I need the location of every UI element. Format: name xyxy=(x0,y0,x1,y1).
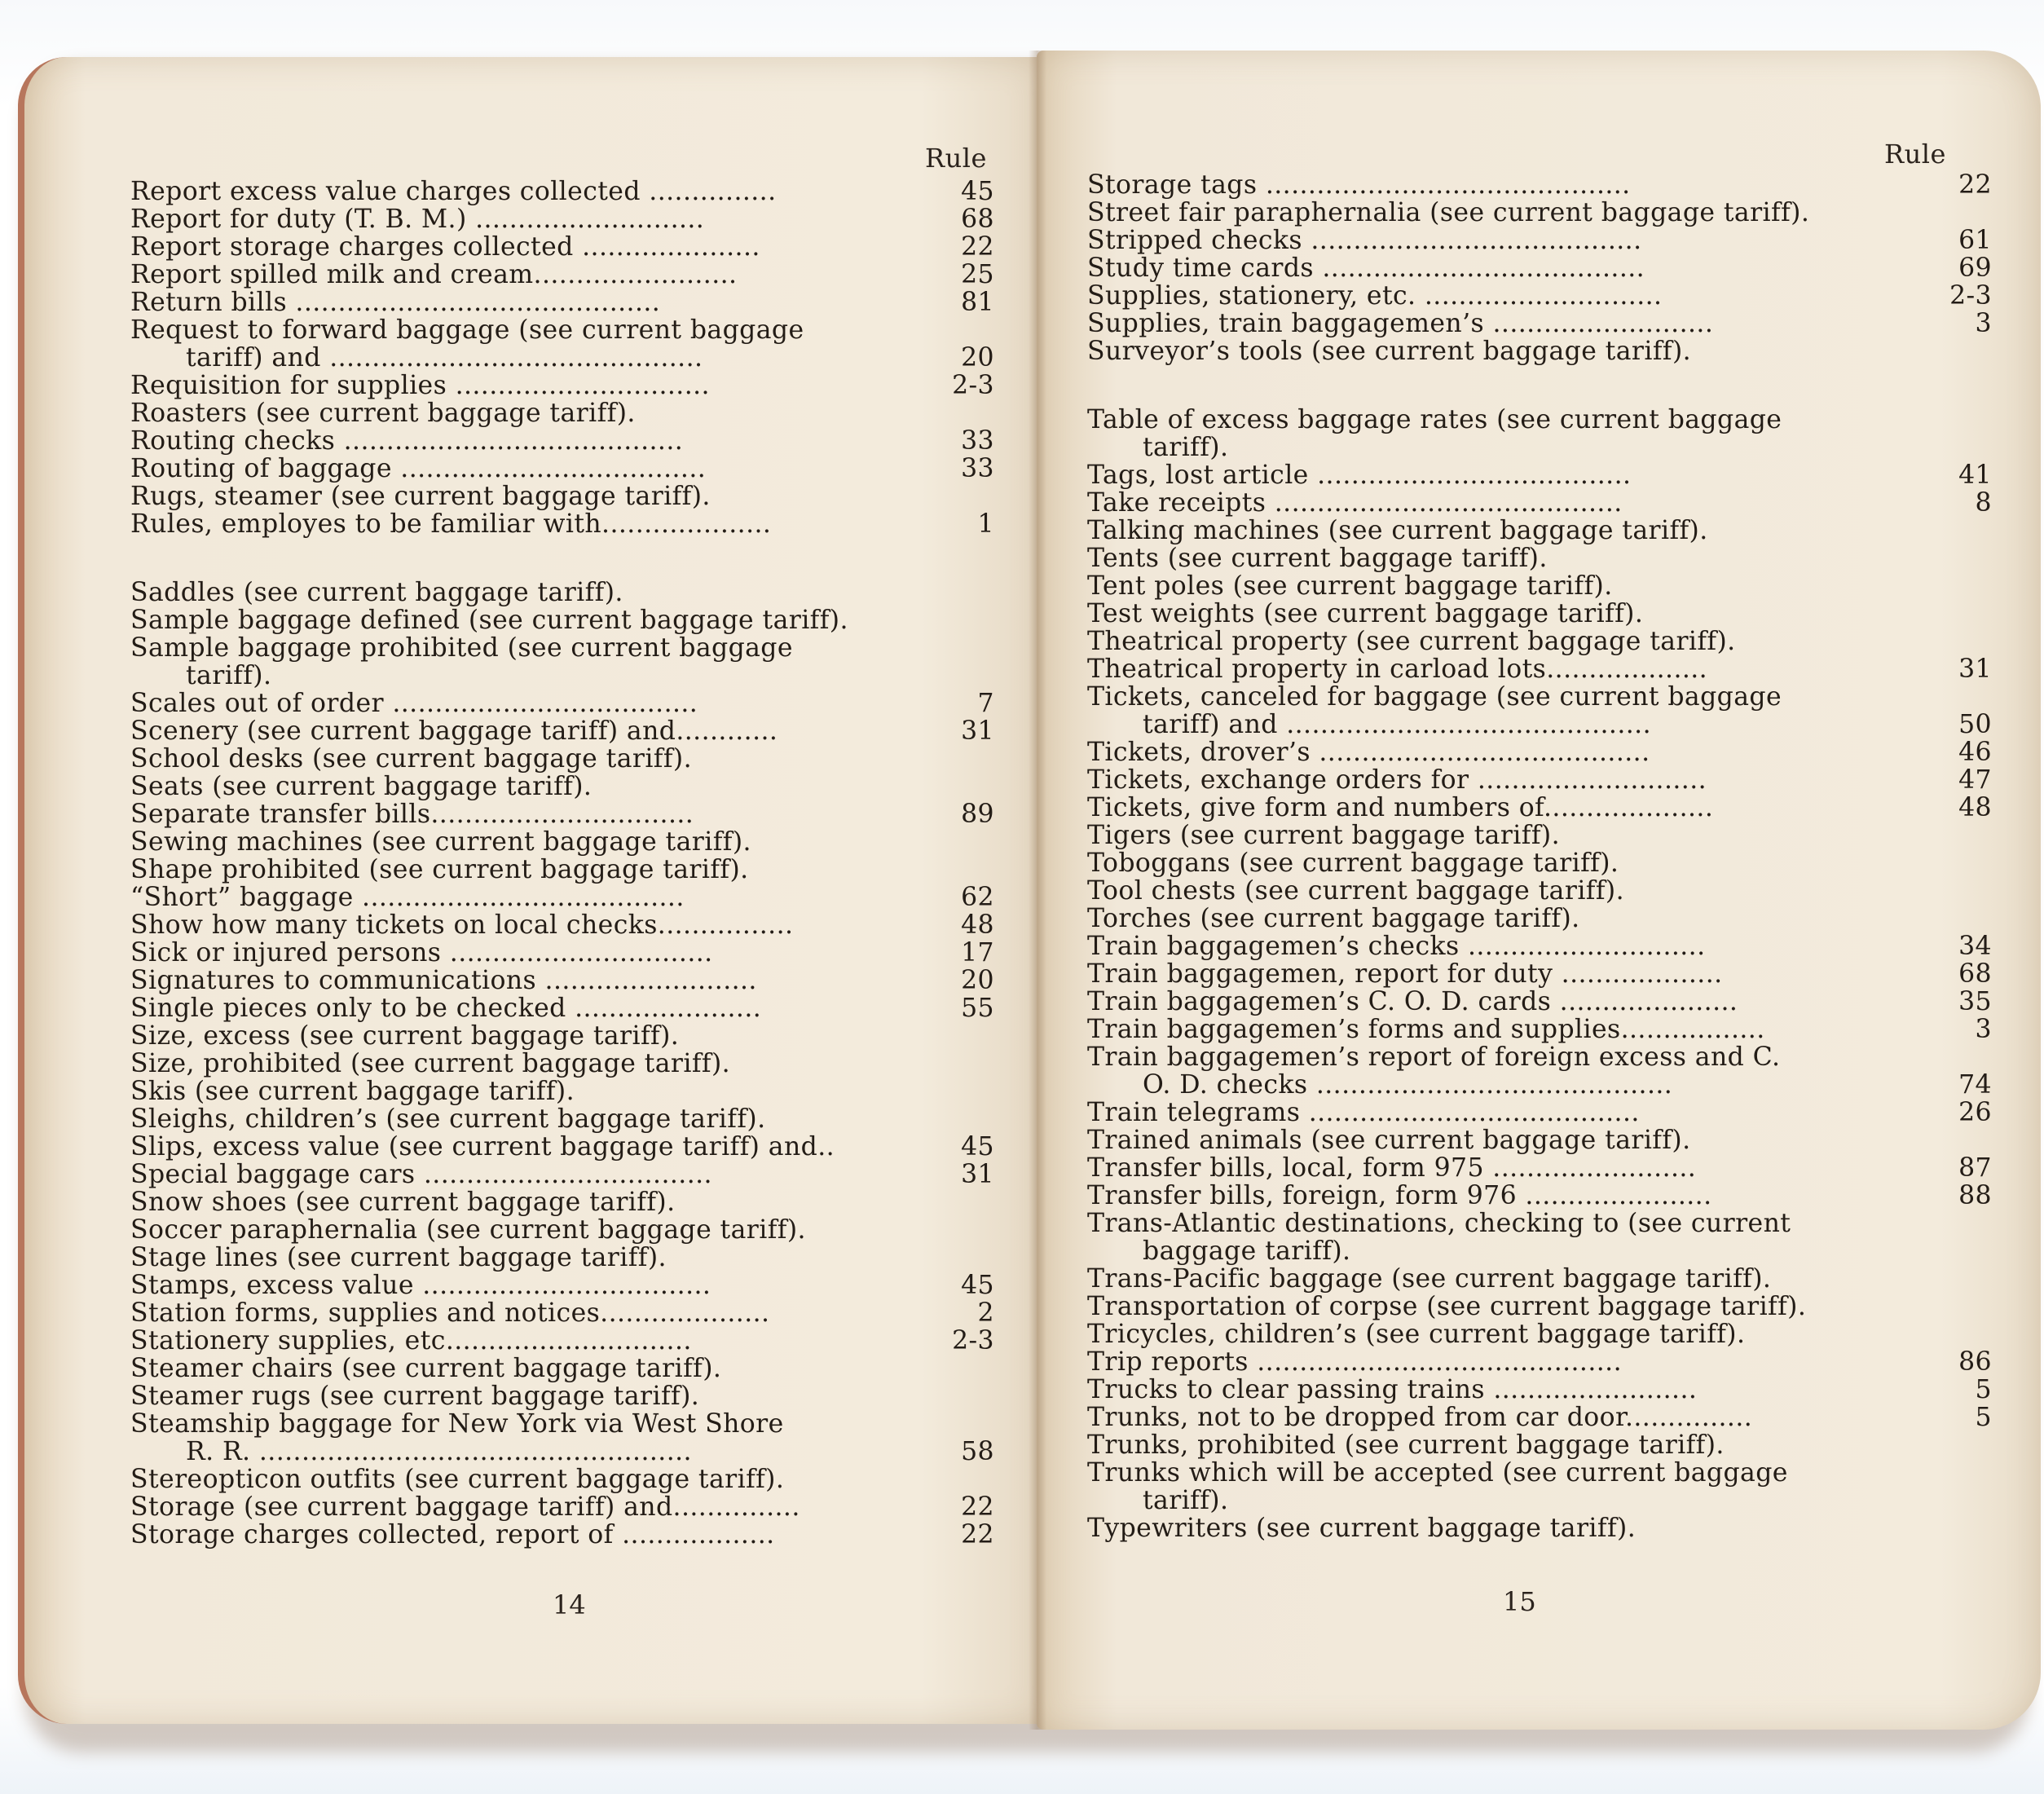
entry-rule-number: 2-3 xyxy=(952,1326,994,1355)
index-entry xyxy=(1087,1099,1992,1126)
entry-text: Train telegrams ....................................... xyxy=(1087,1098,1640,1127)
entry-text: Tickets, exchange orders for ........................... xyxy=(1087,765,1707,795)
page-number: 15 xyxy=(1503,1586,1536,1617)
section-spacer xyxy=(130,538,994,579)
left-page xyxy=(18,57,1043,1724)
entry-text: Sewing machines (see current baggage tariff). xyxy=(130,827,751,857)
entry-rule-number: 45 xyxy=(961,1271,994,1300)
entry-rule-number: 20 xyxy=(961,966,994,995)
entry-rule-number: 5 xyxy=(1975,1375,1992,1404)
index-entry xyxy=(130,939,994,967)
entry-text: Storage charges collected, report of .................. xyxy=(130,1520,775,1549)
index-entry xyxy=(130,1050,994,1078)
index-entry xyxy=(130,205,994,233)
index-entry xyxy=(130,1299,994,1327)
index-entry xyxy=(1087,1016,1992,1043)
index-entry xyxy=(1087,310,1992,337)
index-entry xyxy=(130,773,994,800)
entry-text: Test weights (see current baggage tariff). xyxy=(1087,599,1644,628)
entry-text: Stationery supplies, etc............................. xyxy=(130,1326,692,1355)
entry-text: Seats (see current baggage tariff). xyxy=(130,772,592,801)
entry-rule-number: 31 xyxy=(961,716,994,746)
entry-text: Train baggagemen’s report of foreign excess and C. xyxy=(1087,1042,1781,1072)
index-entry xyxy=(130,455,994,483)
index-entry xyxy=(130,510,994,538)
entry-rule-number: 47 xyxy=(1958,765,1992,795)
index-entry xyxy=(130,1188,994,1216)
index-entry xyxy=(130,1466,994,1493)
entry-text: Size, prohibited (see current baggage tariff). xyxy=(130,1049,731,1078)
entry-text-continuation: tariff). xyxy=(186,661,272,690)
entry-text: Trans-Pacific baggage (see current baggage tariff). xyxy=(1087,1264,1772,1294)
entry-text: Trunks, prohibited (see current baggage tariff). xyxy=(1087,1430,1725,1460)
entry-rule-number: 31 xyxy=(961,1160,994,1189)
index-entry xyxy=(130,634,994,690)
entry-rule-number: 22 xyxy=(961,232,994,262)
entry-rule-number: 2 xyxy=(977,1298,994,1328)
entry-text: Tricycles, children’s (see current baggage tariff). xyxy=(1087,1320,1746,1349)
rule-column-header: Rule xyxy=(1884,139,1946,170)
entry-text: Storage (see current baggage tariff) and............... xyxy=(130,1492,800,1522)
entry-rule-number: 89 xyxy=(961,800,994,829)
index-entry xyxy=(130,606,994,634)
entry-text: Transportation of corpse (see current baggage tariff). xyxy=(1087,1292,1807,1321)
entry-rule-number: 33 xyxy=(961,454,994,483)
entry-text: Report storage charges collected ..................... xyxy=(130,232,760,262)
entry-text: Transfer bills, foreign, form 976 ...................... xyxy=(1087,1181,1712,1210)
index-entry xyxy=(1087,199,1992,227)
index-entry xyxy=(130,967,994,994)
entry-text: Report spilled milk and cream........................ xyxy=(130,260,738,289)
index-entry xyxy=(1087,1126,1992,1154)
index-entry xyxy=(1087,960,1992,988)
entry-text: Trunks which will be accepted (see current baggage xyxy=(1087,1458,1788,1488)
index-entry xyxy=(130,745,994,773)
entry-text: Street fair paraphernalia (see current baggage tariff). xyxy=(1087,198,1810,227)
entry-text: Single pieces only to be checked ...................... xyxy=(130,994,762,1023)
entry-rule-number: 26 xyxy=(1958,1098,1992,1127)
entry-text-continuation: tariff). xyxy=(1143,1486,1229,1515)
entry-text: Tickets, give form and numbers of.................... xyxy=(1087,793,1714,822)
entry-text: Report for duty (T. B. M.) ........................... xyxy=(130,205,705,234)
entry-rule-number: 68 xyxy=(961,205,994,234)
entry-text-continuation: tariff). xyxy=(1143,433,1229,462)
entry-text: Saddles (see current baggage tariff). xyxy=(130,578,623,607)
entry-rule-number: 74 xyxy=(1958,1070,1992,1100)
index-entry xyxy=(130,1521,994,1549)
entry-rule-number: 69 xyxy=(1958,253,1992,283)
index-entry xyxy=(1087,766,1992,794)
entry-text: Steamer chairs (see current baggage tariff). xyxy=(130,1354,722,1383)
entry-text: Table of excess baggage rates (see current baggage xyxy=(1087,405,1782,434)
entry-text: Surveyor’s tools (see current baggage tariff). xyxy=(1087,337,1692,366)
entry-rule-number: 8 xyxy=(1975,488,1992,518)
entry-text: Transfer bills, local, form 975 ........................ xyxy=(1087,1153,1697,1183)
entry-text: Supplies, stationery, etc. ............................ xyxy=(1087,281,1663,311)
entry-text: Typewriters (see current baggage tariff). xyxy=(1087,1514,1637,1543)
entry-text: Special baggage cars .................................. xyxy=(130,1160,712,1189)
index-entry xyxy=(130,1022,994,1050)
index-entry xyxy=(1087,655,1992,683)
entry-text: Scales out of order .................................... xyxy=(130,689,698,718)
entry-rule-number: 3 xyxy=(1975,309,1992,338)
entry-text: Scenery (see current baggage tariff) and............ xyxy=(130,716,778,746)
index-entry xyxy=(1087,254,1992,282)
index-entry xyxy=(1087,1514,1992,1542)
index-entry xyxy=(130,911,994,939)
index-entry xyxy=(130,1105,994,1133)
entry-rule-number: 48 xyxy=(961,910,994,940)
index-entry xyxy=(1087,406,1992,461)
entry-text: Theatrical property (see current baggage tariff). xyxy=(1087,627,1736,656)
rule-column-header: Rule xyxy=(925,143,987,174)
index-entry xyxy=(130,828,994,856)
index-entry xyxy=(130,427,994,455)
entry-text: Tent poles (see current baggage tariff). xyxy=(1087,571,1613,601)
entry-text: Trunks, not to be dropped from car door............... xyxy=(1087,1403,1753,1432)
index-entry xyxy=(1087,489,1992,517)
index-entry xyxy=(1087,1459,1992,1514)
entry-text: Tigers (see current baggage tariff). xyxy=(1087,821,1560,850)
entry-text: Steamship baggage for New York via West Shore xyxy=(130,1409,784,1439)
entry-text: Stage lines (see current baggage tariff). xyxy=(130,1243,667,1272)
entry-text: Separate transfer bills............................... xyxy=(130,800,694,829)
entry-rule-number: 20 xyxy=(961,343,994,372)
index-entry xyxy=(130,483,994,510)
entry-text: School desks (see current baggage tariff). xyxy=(130,744,693,774)
entry-rule-number: 58 xyxy=(961,1437,994,1466)
entry-text: Toboggans (see current baggage tariff). xyxy=(1087,849,1619,878)
index-entry xyxy=(130,856,994,884)
entry-text-continuation: tariff) and ............................................ xyxy=(186,343,703,372)
index-entry xyxy=(1087,738,1992,766)
entry-text: Requisition for supplies .............................. xyxy=(130,371,710,400)
entry-rule-number: 41 xyxy=(1958,461,1992,490)
index-entry xyxy=(130,1133,994,1161)
index-entry xyxy=(130,178,994,205)
entry-text: Show how many tickets on local checks................ xyxy=(130,910,794,940)
index-entry xyxy=(1087,628,1992,655)
entry-text: Skis (see current baggage tariff). xyxy=(130,1077,575,1106)
index-entry xyxy=(130,1078,994,1105)
index-entries-left xyxy=(130,178,994,1549)
index-entry xyxy=(130,1244,994,1272)
entry-rule-number: 50 xyxy=(1958,710,1992,739)
entry-text: Trip reports ........................................... xyxy=(1087,1347,1622,1377)
entry-text: Tickets, drover’s ....................................... xyxy=(1087,738,1650,767)
entry-text: Slips, excess value (see current baggage tariff) and.. xyxy=(130,1132,835,1161)
entry-text: Stamps, excess value .................................. xyxy=(130,1271,711,1300)
index-entry xyxy=(130,1355,994,1382)
index-entry xyxy=(130,233,994,261)
entry-rule-number: 61 xyxy=(1958,226,1992,255)
index-entry xyxy=(1087,337,1992,365)
index-entry xyxy=(130,372,994,399)
index-entry xyxy=(130,994,994,1022)
entry-text: Train baggagemen’s C. O. D. cards ..................... xyxy=(1087,987,1738,1016)
entry-text: Tickets, canceled for baggage (see current baggage xyxy=(1087,682,1782,712)
entry-text: Stripped checks ....................................... xyxy=(1087,226,1642,255)
index-entry xyxy=(130,1410,994,1466)
index-entry xyxy=(130,690,994,717)
index-entry xyxy=(1087,461,1992,489)
index-entries-right xyxy=(1087,171,1992,1542)
index-entry xyxy=(130,800,994,828)
index-entry xyxy=(130,1161,994,1188)
entry-text: Stereopticon outfits (see current baggage tariff). xyxy=(130,1465,785,1494)
right-page xyxy=(1037,51,2041,1730)
index-entry xyxy=(1087,1043,1992,1099)
entry-rule-number: 3 xyxy=(1975,1015,1992,1044)
index-entry xyxy=(1087,282,1992,310)
entry-rule-number: 33 xyxy=(961,426,994,456)
entry-rule-number: 22 xyxy=(961,1492,994,1522)
entry-text: Trans-Atlantic destinations, checking to (see current xyxy=(1087,1209,1791,1238)
entry-text: Train baggagemen’s checks ............................ xyxy=(1087,932,1706,961)
index-entry xyxy=(130,579,994,606)
index-entry xyxy=(1087,1431,1992,1459)
entry-text-continuation: baggage tariff). xyxy=(1143,1236,1351,1266)
entry-rule-number: 1 xyxy=(977,509,994,539)
entry-text: Return bills ........................................... xyxy=(130,288,661,317)
index-entry xyxy=(130,399,994,427)
entry-text: Torches (see current baggage tariff). xyxy=(1087,904,1580,933)
index-entry xyxy=(1087,905,1992,932)
entry-text: Request to forward baggage (see current baggage xyxy=(130,315,804,345)
index-entry xyxy=(1087,1182,1992,1210)
index-entry xyxy=(130,1272,994,1299)
entry-text: Rules, employes to be familiar with.................... xyxy=(130,509,772,539)
entry-text: Steamer rugs (see current baggage tariff). xyxy=(130,1382,700,1411)
index-entry xyxy=(1087,1154,1992,1182)
entry-rule-number: 81 xyxy=(961,288,994,317)
entry-rule-number: 34 xyxy=(1958,932,1992,961)
entry-rule-number: 48 xyxy=(1958,793,1992,822)
entry-text: Sick or injured persons ............................... xyxy=(130,938,713,968)
index-entry xyxy=(1087,794,1992,822)
entry-text: Take receipts ......................................... xyxy=(1087,488,1623,518)
entry-text-continuation: tariff) and ........................................... xyxy=(1143,710,1651,739)
index-entry xyxy=(1087,822,1992,849)
entry-rule-number: 31 xyxy=(1958,655,1992,684)
entry-rule-number: 7 xyxy=(977,689,994,718)
entry-text: Signatures to communications ......................... xyxy=(130,966,757,995)
entry-rule-number: 5 xyxy=(1975,1403,1992,1432)
index-entry xyxy=(130,261,994,289)
index-entry xyxy=(1087,849,1992,877)
entry-text: Train baggagemen’s forms and supplies................. xyxy=(1087,1015,1765,1044)
entry-text-continuation: R. R. ................................................... xyxy=(186,1437,692,1466)
entry-text: Trained animals (see current baggage tariff). xyxy=(1087,1126,1691,1155)
entry-rule-number: 68 xyxy=(1958,959,1992,989)
index-entry xyxy=(1087,1210,1992,1265)
entry-rule-number: 55 xyxy=(961,994,994,1023)
index-entry xyxy=(130,1382,994,1410)
entry-rule-number: 25 xyxy=(961,260,994,289)
page-number: 14 xyxy=(553,1589,586,1620)
index-entry xyxy=(130,884,994,911)
entry-rule-number: 2-3 xyxy=(952,371,994,400)
index-entry xyxy=(1087,1320,1992,1348)
index-entry xyxy=(1087,171,1992,199)
index-entry xyxy=(1087,600,1992,628)
entry-rule-number: 86 xyxy=(1958,1347,1992,1377)
index-entry xyxy=(1087,683,1992,738)
entry-text: Sleighs, children’s (see current baggage tariff). xyxy=(130,1104,766,1134)
index-entry xyxy=(1087,517,1992,544)
entry-text: Tents (see current baggage tariff). xyxy=(1087,544,1548,573)
section-spacer xyxy=(1087,365,1992,406)
index-entry xyxy=(1087,227,1992,254)
book-gutter xyxy=(1029,51,1046,1730)
entry-text: Soccer paraphernalia (see current baggage tariff). xyxy=(130,1215,806,1245)
entry-rule-number: 35 xyxy=(1958,987,1992,1016)
entry-text: Supplies, train baggagemen’s .......................... xyxy=(1087,309,1714,338)
entry-text: Routing of baggage .................................... xyxy=(130,454,707,483)
entry-rule-number: 17 xyxy=(961,938,994,968)
entry-text: Train baggagemen, report for duty ................... xyxy=(1087,959,1723,989)
entry-rule-number: 88 xyxy=(1958,1181,1992,1210)
entry-text: Routing checks ........................................ xyxy=(130,426,684,456)
index-entry xyxy=(1087,988,1992,1016)
index-entry xyxy=(1087,1293,1992,1320)
index-entry xyxy=(1087,877,1992,905)
index-entry xyxy=(1087,1404,1992,1431)
entry-text: Shape prohibited (see current baggage tariff). xyxy=(130,855,749,884)
entry-text: “Short” baggage ...................................... xyxy=(130,883,685,912)
entry-text: Size, excess (see current baggage tariff). xyxy=(130,1021,680,1051)
index-entry xyxy=(130,1493,994,1521)
entry-text: Talking machines (see current baggage tariff). xyxy=(1087,516,1708,545)
index-entry xyxy=(130,1327,994,1355)
entry-rule-number: 2-3 xyxy=(1949,281,1992,311)
index-entry xyxy=(1087,1376,1992,1404)
entry-text: Rugs, steamer (see current baggage tariff). xyxy=(130,482,711,511)
entry-text-continuation: O. D. checks .......................................... xyxy=(1143,1070,1673,1100)
index-entry xyxy=(1087,1348,1992,1376)
entry-rule-number: 45 xyxy=(961,177,994,206)
entry-text: Trucks to clear passing trains ........................ xyxy=(1087,1375,1698,1404)
entry-text: Theatrical property in carload lots................... xyxy=(1087,655,1708,684)
entry-text: Tags, lost article ..................................... xyxy=(1087,461,1632,490)
entry-text: Snow shoes (see current baggage tariff). xyxy=(130,1188,676,1217)
entry-text: Sample baggage prohibited (see current baggage xyxy=(130,633,793,663)
entry-text: Storage tags ........................................... xyxy=(1087,170,1631,200)
index-entry xyxy=(130,316,994,372)
entry-rule-number: 45 xyxy=(961,1132,994,1161)
entry-rule-number: 62 xyxy=(961,883,994,912)
index-entry xyxy=(1087,572,1992,600)
entry-rule-number: 22 xyxy=(961,1520,994,1549)
index-entry xyxy=(130,717,994,745)
entry-rule-number: 22 xyxy=(1958,170,1992,200)
index-entry xyxy=(1087,932,1992,960)
entry-text: Study time cards ...................................... xyxy=(1087,253,1645,283)
entry-rule-number: 87 xyxy=(1958,1153,1992,1183)
index-entry xyxy=(130,289,994,316)
entry-text: Sample baggage defined (see current baggage tariff). xyxy=(130,606,848,635)
entry-text: Roasters (see current baggage tariff). xyxy=(130,399,636,428)
entry-text: Tool chests (see current baggage tariff). xyxy=(1087,876,1625,906)
index-entry xyxy=(1087,544,1992,572)
entry-text: Report excess value charges collected ............... xyxy=(130,177,777,206)
index-entry xyxy=(1087,1265,1992,1293)
index-entry xyxy=(130,1216,994,1244)
entry-text: Station forms, supplies and notices.................... xyxy=(130,1298,770,1328)
entry-rule-number: 46 xyxy=(1958,738,1992,767)
